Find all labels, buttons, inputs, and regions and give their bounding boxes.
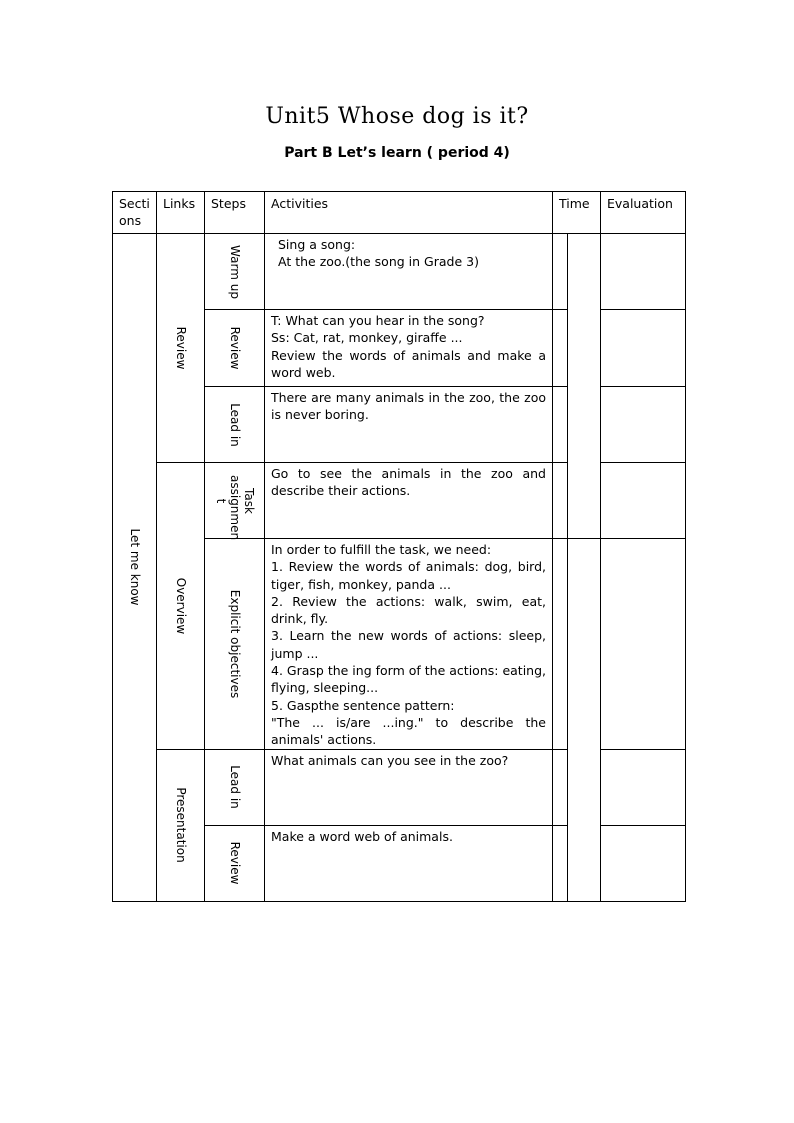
- lesson-plan-table: [112, 191, 686, 902]
- evaluation-cell: [601, 310, 686, 387]
- section-cell: [113, 234, 157, 902]
- link-label: Presentation: [173, 787, 188, 863]
- activity-line: 2. Review the actions: walk, swim, eat, drink, fly.: [271, 593, 546, 627]
- activity-line: At the zoo.(the song in Grade 3): [278, 254, 479, 270]
- step-cell: [205, 463, 265, 539]
- link-label: Review: [173, 326, 188, 370]
- header-activities: Activities: [265, 192, 553, 234]
- time-sub-cell: [553, 387, 568, 463]
- activity-line: In order to fulfill the task, we need:: [271, 542, 492, 557]
- activity-cell: [265, 539, 553, 750]
- time-cell: [568, 234, 601, 539]
- header-evaluation: Evaluation: [601, 192, 686, 234]
- header-links: Links: [157, 192, 205, 234]
- activity-line: Sing a song:: [278, 237, 356, 252]
- evaluation-cell: [601, 387, 686, 463]
- document-subtitle: Part B Let’s learn ( period 4): [284, 145, 510, 161]
- step-cell: [205, 749, 265, 825]
- time-sub-cell: [553, 234, 568, 310]
- step-label: Lead in: [227, 765, 242, 809]
- link-cell-presentation: [157, 749, 205, 901]
- activity-line: T: What can you hear in the song?: [271, 313, 485, 328]
- table-row: [113, 234, 686, 310]
- document-title: Unit5 Whose dog is it?: [265, 104, 529, 129]
- activity-cell: [265, 749, 553, 825]
- evaluation-cell: [601, 749, 686, 825]
- evaluation-cell: [601, 234, 686, 310]
- link-cell-review: [157, 234, 205, 463]
- time-sub-cell: [553, 749, 568, 825]
- time-sub-cell: [553, 825, 568, 901]
- activity-line: 4. Grasp the ing form of the actions: eating, flying, sleeping...: [271, 663, 546, 696]
- activity-cell: [265, 387, 553, 463]
- activity-line: 1. Review the words of animals: dog, bird, tiger, fish, monkey, panda ...: [271, 559, 546, 592]
- step-cell: [205, 387, 265, 463]
- time-sub-cell: [553, 310, 568, 387]
- step-label: Lead in: [227, 402, 242, 447]
- header-steps: Steps: [205, 192, 265, 234]
- header-sections: Secti ons: [113, 192, 157, 234]
- link-cell-overview: [157, 463, 205, 750]
- step-label: Review: [227, 841, 242, 885]
- activity-cell: [265, 825, 553, 901]
- step-label: Review: [227, 326, 242, 370]
- step-label: Task assignmen t: [213, 474, 256, 540]
- section-label: Let me know: [127, 528, 142, 606]
- link-label: Overview: [173, 577, 188, 635]
- time-sub-cell: [553, 539, 568, 750]
- evaluation-cell: [601, 825, 686, 901]
- activity-line: 5. Gaspthe sentence pattern:: [271, 697, 455, 713]
- time-sub-cell: [553, 463, 568, 539]
- activity-line: There are many animals in the zoo, the zoo is never boring.: [271, 390, 546, 423]
- table-row: [113, 463, 686, 539]
- step-label: Warm up: [227, 244, 242, 299]
- activity-line: Review the words of animals and make a word web.: [271, 347, 546, 380]
- time-cell: [568, 539, 601, 902]
- step-cell: [205, 234, 265, 310]
- activity-line: 3. Learn the new words of actions: sleep, jump ...: [271, 628, 546, 661]
- header-time: Time: [553, 192, 601, 234]
- step-cell: [205, 539, 265, 750]
- evaluation-cell: [601, 463, 686, 539]
- step-cell: [205, 825, 265, 901]
- table-header-row: [113, 192, 686, 234]
- step-label: Explicit objectives: [227, 589, 242, 699]
- activity-cell: [265, 310, 553, 387]
- activity-line: "The ... is/are ...ing." to describe the animals' actions.: [271, 714, 546, 748]
- step-cell: [205, 310, 265, 387]
- table-row: [113, 749, 686, 825]
- activity-line: Make a word web of animals.: [271, 828, 453, 844]
- activity-line: What animals can you see in the zoo?: [271, 752, 509, 768]
- activity-line: Ss: Cat, rat, monkey, giraffe ...: [271, 330, 463, 346]
- activity-cell: [265, 234, 553, 310]
- evaluation-cell: [601, 539, 686, 750]
- activity-cell: [265, 463, 553, 539]
- activity-line: Go to see the animals in the zoo and describe their actions.: [271, 466, 546, 499]
